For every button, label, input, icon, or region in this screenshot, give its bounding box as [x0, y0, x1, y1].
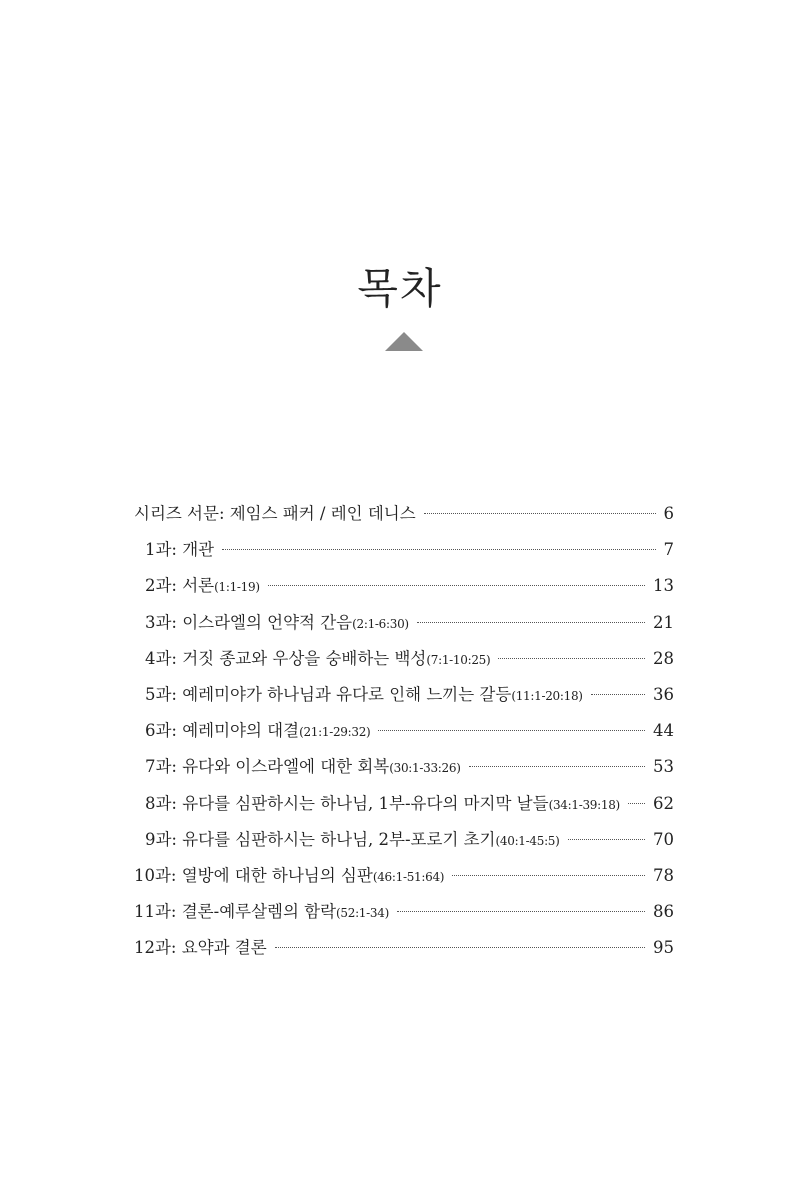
dot-leader — [275, 947, 645, 948]
toc-entry-title: 9과: 유다를 심판하시는 하나님, 2부-포로기 초기(40:1-45:5) — [145, 829, 560, 849]
toc-entry[interactable] — [134, 858, 674, 894]
toc-entry-title: 5과: 예레미야가 하나님과 유다로 인해 느끼는 갈등(11:1-20:18) — [145, 684, 583, 704]
toc-entry-title: 8과: 유다를 심판하시는 하나님, 1부-유다의 마지막 날들(34:1-39:18) — [145, 793, 620, 813]
dot-leader — [378, 730, 645, 731]
toc-entry[interactable] — [134, 532, 674, 568]
toc-page-number: 13 — [653, 576, 674, 596]
toc-page-number: 86 — [653, 902, 674, 922]
toc-page-number: 7 — [663, 540, 674, 560]
toc-page-number: 70 — [653, 829, 674, 849]
dot-leader — [397, 911, 645, 912]
dot-leader — [424, 513, 656, 514]
toc-page-number: 36 — [653, 684, 674, 704]
dot-leader — [417, 622, 645, 623]
dot-leader — [568, 839, 645, 840]
dot-leader — [222, 549, 655, 550]
toc-entry-title: 7과: 유다와 이스라엘에 대한 회복(30:1-33:26) — [145, 757, 461, 777]
page-title: 목차 — [357, 264, 443, 314]
toc-page-number: 44 — [653, 721, 674, 741]
toc-entry[interactable] — [134, 749, 674, 785]
toc-page-number: 95 — [653, 938, 674, 958]
dot-leader — [591, 694, 645, 695]
toc-entry-title: 시리즈 서문: 제임스 패커 / 레인 데니스 — [134, 504, 416, 523]
toc-entry[interactable] — [134, 786, 674, 822]
dot-leader — [452, 875, 645, 876]
toc-page-number: 53 — [653, 757, 674, 777]
toc-entry-title: 6과: 예레미야의 대결(21:1-29:32) — [145, 721, 371, 741]
dot-leader — [628, 803, 645, 804]
toc-entry-title: 4과: 거짓 종교와 우상을 숭배하는 백성(7:1-10:25) — [145, 648, 491, 668]
toc-entry[interactable] — [134, 894, 674, 930]
toc-entry-title: 12과: 요약과 결론 — [134, 938, 267, 958]
toc-entry[interactable] — [134, 496, 674, 532]
table-of-contents — [134, 496, 674, 966]
dot-leader — [469, 766, 645, 767]
toc-entry-title: 3과: 이스라엘의 언약적 간음(2:1-6:30) — [145, 612, 409, 632]
toc-page-number: 28 — [653, 648, 674, 668]
toc-entry[interactable] — [134, 641, 674, 677]
toc-entry[interactable] — [134, 713, 674, 749]
toc-page-number: 78 — [653, 865, 674, 885]
toc-page-number: 21 — [653, 612, 674, 632]
toc-page-number: 62 — [653, 793, 674, 813]
toc-page-number: 6 — [663, 504, 674, 523]
triangle-up-icon — [385, 332, 423, 351]
dot-leader — [268, 585, 645, 586]
toc-entry-title: 1과: 개관 — [145, 540, 215, 560]
dot-leader — [498, 658, 645, 659]
toc-entry[interactable] — [134, 568, 674, 604]
toc-entry[interactable] — [134, 605, 674, 641]
toc-entry-title: 10과: 열방에 대한 하나님의 심판(46:1-51:64) — [134, 865, 445, 885]
toc-entry[interactable] — [134, 822, 674, 858]
toc-entry-title: 2과: 서론(1:1-19) — [145, 576, 260, 596]
toc-entry-title: 11과: 결론-예루살렘의 함락(52:1-34) — [134, 902, 389, 922]
toc-entry[interactable] — [134, 930, 674, 966]
toc-entry[interactable] — [134, 677, 674, 713]
